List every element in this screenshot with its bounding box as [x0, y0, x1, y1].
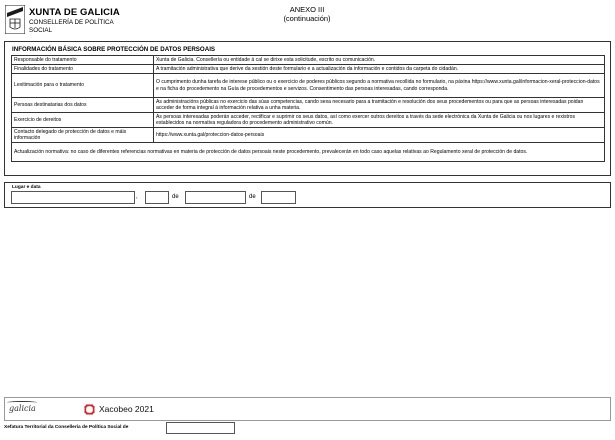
row-value: As persoas interesadas poderán acceder, rectificar e suprimir os seus datos, así como exercer outros dereitos a través da sede electrónica da Xunta de Galicia ou nos lugares e rexistros establecidos na normativa reguladora do procedemento administrativo común. — [154, 113, 605, 128]
table-row — [12, 98, 605, 113]
de-separator: de — [249, 194, 256, 200]
row-value: As administracións públicas no exercicio das súas competencias, cando sexa necesario para a tramitación e resolución dos seus procedementos ou para que as persoas interesadas poidan acceder de forma integral á información relativa a unha materia. — [154, 98, 605, 113]
place-date-label: Lugar e data — [12, 185, 41, 190]
month-input[interactable] — [185, 191, 246, 204]
data-protection-section — [4, 41, 611, 176]
place-date-section — [4, 182, 611, 208]
territorial-office-input[interactable] — [166, 422, 235, 434]
row-value[interactable] — [154, 128, 605, 143]
table-row — [12, 143, 605, 162]
row-label: Lexitimación para o tratamento — [12, 74, 154, 98]
xunta-flag-icon — [5, 5, 25, 34]
xacobeo-icon — [83, 403, 96, 416]
department-line-1: CONSELLERÍA DE POLÍTICA — [29, 19, 114, 26]
row-label: Finalidades do tratamento — [12, 65, 154, 74]
row-label: Persoas destinatarias dos datos — [12, 98, 154, 113]
place-input[interactable] — [11, 191, 135, 204]
row-value: O cumprimento dunha tarefa de interese público ou o exercicio de poderes públicos segundo a normativa recollida no formulario, na páxina https://www.xunta.gal/informacion-xeral-proteccion-datos e na ficha do procedemento na Guía de procedementos e servizos. Consentimento das persoas interesadas, cando corresponda. — [154, 74, 605, 98]
annex-title: ANEXO III — [289, 5, 325, 14]
xacobeo-logo-text: Xacobeo 2021 — [99, 404, 154, 414]
de-separator: de — [172, 194, 179, 200]
comma-separator: , — [136, 194, 138, 200]
data-protection-heading: INFORMACIÓN BÁSICA SOBRE PROTECCIÓN DE DATOS PERSOAIS — [12, 46, 216, 53]
update-note: Actualización normativa: no caso de diferentes referencias normativas en materia de protección de datos persoais neste procedemento, prevalecerán en todo caso aquelas relativas ao Regulamento xeral de protección de datos. — [12, 143, 605, 162]
data-protection-link[interactable]: https://www.xunta.gal/proteccion-datos-persoais — [156, 131, 265, 138]
data-protection-table — [11, 55, 605, 162]
brand-name: XUNTA DE GALICIA — [29, 7, 120, 18]
row-label: Responsable do tratamento — [12, 56, 154, 65]
table-row — [12, 65, 605, 74]
galicia-logo: galicia — [9, 404, 36, 413]
department-line-2: SOCIAL — [29, 27, 53, 34]
annex-subtitle: (continuación) — [283, 14, 331, 23]
footer-logos — [4, 397, 611, 421]
day-input[interactable] — [145, 191, 169, 204]
row-label: Contacto delegado de protección de datos e máis información — [12, 128, 154, 143]
row-label: Exercicio de dereitos — [12, 113, 154, 128]
table-row — [12, 113, 605, 128]
table-row — [12, 74, 605, 98]
territorial-office-label: Xefatura Territorial da Consellería de Política Social de — [4, 425, 129, 430]
table-row — [12, 128, 605, 143]
year-input[interactable] — [261, 191, 296, 204]
row-value: Xunta de Galicia. Consellería ou entidade á cal se dirixe esta solicitude, escrito ou comunicación. — [154, 56, 605, 65]
xunta-logo — [5, 4, 135, 38]
row-value: A tramitación administrativa que derive da xestión deste formulario e a actualización da información e contidos da carpeta do cidadán. — [154, 65, 605, 74]
table-row — [12, 56, 605, 65]
